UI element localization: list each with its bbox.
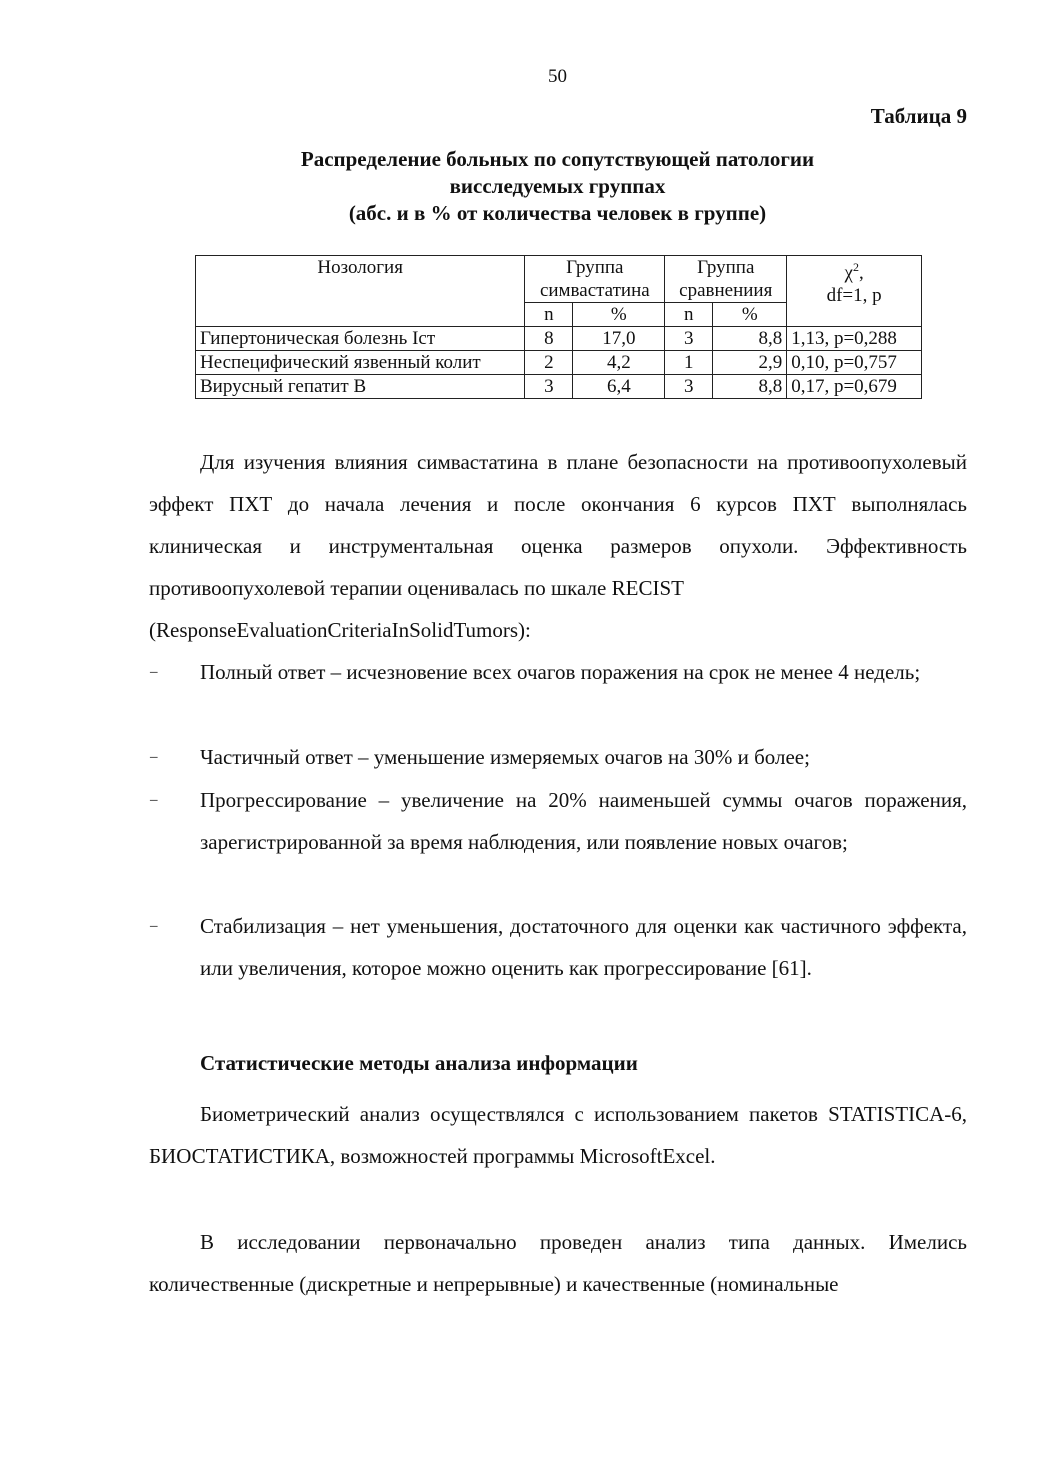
paragraph-recist-intro: Для изучения влияния симвастатина в плане безопасности на противоопухолевый эффект ПХТ до начала лечения и после окончания 6 курсов ПХТ выполнялась клиническая и инструментальная оценка размеров опухоли. Эффективность противоопухолевой терапии оценивалась по шкале RECIST bbox=[149, 450, 967, 600]
row-name: Вирусный гепатит В bbox=[196, 375, 525, 399]
bullet-dash-2: – bbox=[150, 749, 158, 765]
header-chi-square bbox=[787, 256, 922, 327]
header-group-comparison bbox=[665, 256, 787, 303]
paragraph-data-types: В исследовании первоначально проведен анализ типа данных. Имелись количественные (дискретные и непрерывные) и качественные (номинальные bbox=[149, 1230, 967, 1296]
row-p2: 8,8 bbox=[713, 327, 787, 351]
row-n1: 2 bbox=[525, 351, 573, 375]
subheader-pct-2: % bbox=[713, 303, 787, 327]
header-nozology: Нозология bbox=[196, 256, 525, 327]
table-label: Таблица 9 bbox=[870, 104, 967, 128]
row-n1: 8 bbox=[525, 327, 573, 351]
header-chi-square-line-2: df=1, p bbox=[826, 285, 882, 307]
row-name: Неспецифический язвенный колит bbox=[196, 351, 525, 375]
row-n2: 3 bbox=[665, 327, 713, 351]
table-title-line-2: висследуемых группах bbox=[449, 174, 666, 198]
row-n2: 3 bbox=[665, 375, 713, 399]
bullet-progression: Прогрессирование – увеличение на 20% наименьшей суммы очагов поражения, зарегистрированной за время наблюдения, или появление новых очагов; bbox=[200, 788, 967, 854]
chi-comma: , bbox=[858, 262, 864, 284]
comorbidity-table bbox=[195, 255, 922, 399]
bullet-dash-4: – bbox=[150, 918, 158, 934]
row-n2: 1 bbox=[665, 351, 713, 375]
bullet-partial-response: Частичный ответ – уменьшение измеряемых очагов на 30% и более; bbox=[200, 745, 810, 769]
subheader-pct-1: % bbox=[573, 303, 665, 327]
table-title-line-3: (абс. и в % от количества человек в группе) bbox=[348, 201, 767, 225]
bullet-dash-3: – bbox=[150, 792, 158, 808]
row-p2: 8,8 bbox=[713, 375, 787, 399]
row-n1: 3 bbox=[525, 375, 573, 399]
row-p2: 2,9 bbox=[713, 351, 787, 375]
row-chi: 1,13, p=0,288 bbox=[787, 327, 922, 351]
table-row bbox=[196, 351, 922, 375]
table-row bbox=[196, 327, 922, 351]
header-group-simvastatin-line-1: Группа bbox=[566, 257, 624, 278]
row-p1: 4,2 bbox=[573, 351, 665, 375]
table-header-row bbox=[196, 256, 922, 303]
bullet-dash-1: – bbox=[150, 664, 158, 680]
bullet-stabilization: Стабилизация – нет уменьшения, достаточного для оценки как частичного эффекта, или увеличения, которое можно оценить как прогрессирование [61]. bbox=[200, 914, 967, 980]
row-chi: 0,10, p=0,757 bbox=[787, 351, 922, 375]
subheader-n-1: n bbox=[525, 303, 573, 327]
header-group-comparison-line-1: Группа bbox=[697, 257, 755, 278]
row-chi: 0,17, p=0,679 bbox=[787, 375, 922, 399]
table-title-line-1: Распределение больных по сопутствующей патологии bbox=[300, 147, 815, 171]
bullet-complete-response: Полный ответ – исчезновение всех очагов поражения на срок не менее 4 недель; bbox=[200, 660, 921, 684]
subheader-n-2: n bbox=[665, 303, 713, 327]
paragraph-recist-intro-last-line: (ResponseEvaluationCriteriaInSolidTumors): bbox=[149, 618, 531, 642]
page-number: 50 bbox=[548, 66, 567, 87]
chi-superscript: 2 bbox=[852, 260, 859, 274]
header-group-simvastatin-line-2: симвастатина bbox=[539, 280, 650, 301]
header-chi-square-line-1 bbox=[791, 256, 917, 284]
row-name: Гипертоническая болезнь Iст bbox=[196, 327, 525, 351]
chi-symbol: χ bbox=[844, 262, 853, 284]
row-p1: 6,4 bbox=[573, 375, 665, 399]
table-row bbox=[196, 375, 922, 399]
section-heading-statistics: Статистические методы анализа информации bbox=[200, 1051, 638, 1075]
header-group-comparison-line-2: сравнениия bbox=[679, 280, 773, 301]
header-group-simvastatin bbox=[525, 256, 665, 303]
paragraph-biometric-analysis: Биометрический анализ осуществлялся с использованием пакетов STATISTICA-6, БИОСТАТИСТИКА, возможностей программы MicrosoftExcel. bbox=[149, 1102, 967, 1168]
row-p1: 17,0 bbox=[573, 327, 665, 351]
